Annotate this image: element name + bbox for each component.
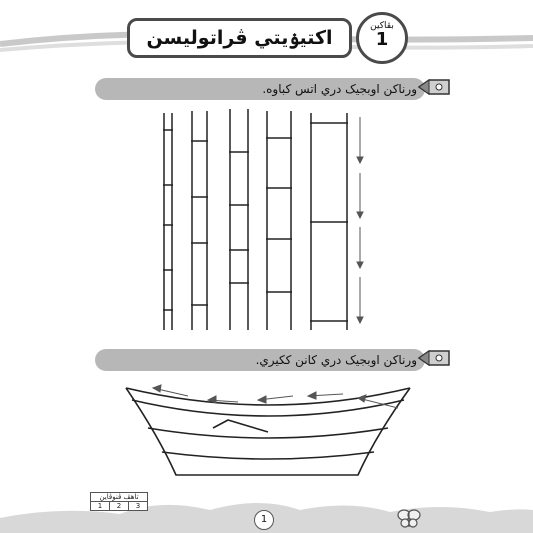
instruction-text-2: ورناکن اوبجيک دري کانن ککيري. (255, 353, 417, 367)
page-number: 1 (254, 510, 274, 530)
crayon-icon (415, 72, 455, 102)
bamboo-stalks-illustration (150, 105, 380, 335)
chapter-badge-number: 1 (375, 29, 389, 50)
instruction-text-1: ورناکن اوبجيک دري اتس کباوه. (262, 82, 417, 96)
butterfly-icon (396, 507, 422, 529)
level-cell[interactable]: 2 (110, 502, 129, 511)
instruction-banner-1 (95, 78, 425, 100)
level-table-header: تاهڤ ڤنوڤاين (91, 493, 148, 502)
page-title: اکتيۏيتي ڤراتوليسن (146, 27, 333, 49)
instruction-banner-2 (95, 349, 425, 371)
chapter-badge (356, 12, 408, 64)
achievement-level-table (90, 492, 148, 511)
chapter-badge-label: بڤاکين (370, 21, 394, 31)
level-cell[interactable]: 3 (129, 502, 148, 511)
level-cell[interactable]: 1 (91, 502, 110, 511)
crayon-icon (415, 343, 455, 373)
boat-illustration (118, 380, 418, 485)
page-title-box (127, 18, 352, 58)
